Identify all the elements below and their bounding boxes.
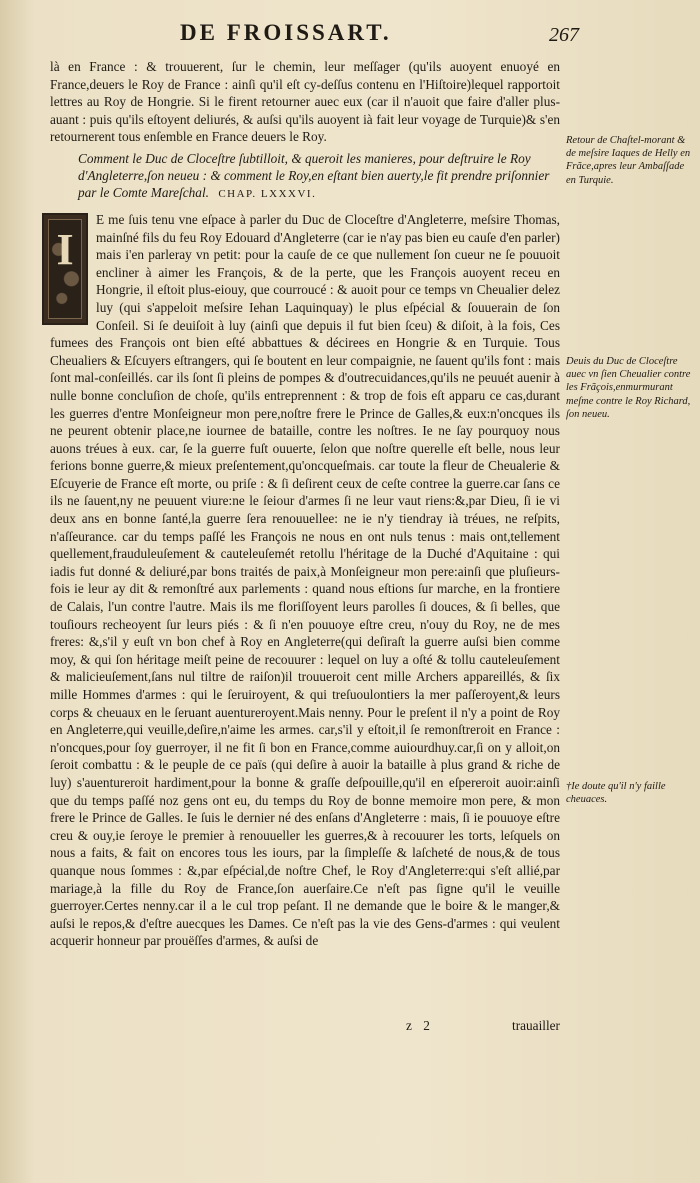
margin-note-doubt: †Ie doute qu'il n'y faille cheuaces. <box>566 781 666 806</box>
paragraph-main: E me ſuis tenu vne eſpace à parler du Duc de Cloceſtre d'Angleterre, meſsire Thomas, mainſné fils du feu Roy Edouard d'Angleterre (car ie n'ay pas bien eu cauſe d'en parler) mais i'en parleray vn petit: pour la cauſe de ce que nullement ſon cueur ne ſe pouuoit encliner à aimer les François, & de la perte, que les François auoyent receu en Hongrie, il eſtoit plus-eiouy, que courroucé : & auoit pour ce temps vn Cheualier delez luy (qui s'appeloit meſsire Iehan Laquinquay) le plus eſpécial & ſouuerain de ſon Conſeil. Si ſe deuiſoit à luy (ainſi que depuis il fut bien ſceu) & diſoit, à la fois, Ces fumees des François ont bien eſté abbattues & décirees en Hongrie & en Turquie. Tous Cheualiers & Eſcuyers eſtrangers, qui ſe boutent en leur compaignie, ne ſauent qu'ils font : mais ſont mal-conſeillés. car ils ſont ſi pleins de pompes & d'outrecuidances,qu'ils ne peuuét auenir à nulle bonne concluſion de choſe, qu'ils entreprennent : & trop de fois eſt apparu ce cas,durant les guerres d'entre Monſeigneur mon pere,noſtre frere le Prince de Galles,& eux:n'oncques ils ne peurent obtenir place,ne iournee de bataille, contre les noſtres. Ie ne ſay pourquoy nous auons tréues à eux. car, ſe la guerre fuſt ouuerte, ſelon que noſtre querelle eſt belle, nous leur ferions bonne guerre,& mieux preſentement,qu'oncqueſmais. car toute la fleur de Cheualerie & Eſcuyerie de France eſt morte, ou priſe : & ſi deſirent ceux de ceſte contree la guerre.car ſans ce ils ne ſauent,ny ne peuuent viure:ne le ſeiour d'armes ſi ne leur vaut riens:&,par Dieu, ſi ie vi deux ans en bonne ſanté,la guerre ſera renouuellee: ne ie n'y tiendray ià tréues, ne reſpits, n'aſſeurance. car du temps paſſé les François ne nous en ont nuls tenus : mais ont,tellement quellement,frauduleuſement & cauteleuſemét retollu l'héritage de la Duché d'Aquitaine : qui iadis fut donné & deliuré,par bons traités de paix,à Monſeigneur mon pere:ainſi que pluſieurs-fois ie leur ay dit & remonſtré aux parlements : quand nous eſtions ſur marche, en la frontiere de Calais, l'un contre l'autre. Mais ils me floriſſoyent leurs parolles ſi douces, & ſi belles, que touſiours recheoyent ſur leurs piés : & ſi n'en pouuoye eſtre creu, n'ouy du Roy, ne de mes freres: &,s'il y euſt vn bon chef à Roy en Angleterre(qui deſiraſt la guerre auſsi bien comme moy, & qui ſon héritage meiſt peine de recouurer : lequel on luy a oſté & tollu cauteleuſement & malicieuſement,ſans nul tiltre de raiſon)il trouueroit cent mille Archers appareillés, & ſix mille Hommes d'armes : qui le ſeruiroyent, & qui treſuoulontiers la mer paſſeroyent,& leurs corps & cheuaux en le ſeruant auentureroyent.Mais nenny. Pour le preſent il n'y a point de Roy en Angleterre,qui veuille,deſire,n'aime les armes. car,s'il y eſtoit,il ſe remonſtreroit en France : n'oncques,pour ſoy guerroyer, il ne fit ſi bon en France,comme auiourdhuy.car,ſi on y alloit,on ſeroit combattu : & le peuple de ce païs (qui deſire à auoir la bataille à plus grand & riche de luy) s'auentureroit hardiment,pour la bonne & graſſe deſpouille,qu'il en eſpereroit auoir:ainſi que du temps paſſé noz gens ont eu, du temps du Roy de bonne memoire mon pere, & mon frere le Prince de Galles. Ie ſuis le dernier né des enſans d'Angleterre : mais, ſi ie pouuoye eſtre creu & ouy,ie ſeroye le premier à renouueller les guerres,& à recouurer les torts, leſquels on nous a faits, & fait on encores tous les iours, par la ſimpleſſe & laſcheté de nous,& de tous quanque nous ſommes : &,par eſpécial,de noſtre Chef, le Roy d'Angleterre:qui s'eſt allié,par mariage,à la fille du Roy de France,ſon auerſaire.Ce n'eſt pas ſigne qu'il le veuille guerroyer.Certes nenny.car il a le cul trop peſant. Il ne demande que le boire & le manger,& auſsi le repos,& d'eſtre auecques les Dames. Ce n'eſt pas la vie des Gens-d'armes : qui veulent acquerir honneur par prouëſſes d'armes, & auſsi de <box>50 211 560 949</box>
chapter-number: CHAP. LXXXVI. <box>218 187 317 200</box>
margin-note-discourse: Deuis du Duc de Cloceſtre auec vn ſien Cheualier contre les Frãçois,enmurmurant meſme contre le Roy Richard, ſon neueu. <box>566 356 691 420</box>
page-footer <box>50 1018 560 1036</box>
initial-letter: I <box>56 224 74 274</box>
catchword: trauailler <box>512 1018 560 1033</box>
paragraph-opening: là en France : & trouuerent, ſur le chemin, leur meſſager (qu'ils auoyent enuoyé en France,deuers le Roy de France : ainſi qu'il eſt cy-deſſus contenu en l'Hiſtoire)lequel rapportoit lettres au Roy de Hongrie. Si le firent retourner auec eux (car il n'auoit que faire d'aller plus-auant : puis qu'ils eſtoyent deliurés, & auſsi qu'ils auoyent ià fait leur voyage de Turquie)& s'en retournerent tous enſemble en France deuers le Roy. <box>50 59 560 145</box>
margin-note-return: Retour de Chaſtel-morant & de meſsire Iaques de Helly en Frãce,apres leur Ambaſſade en Turquie. <box>566 135 691 186</box>
page-header <box>0 20 700 54</box>
running-title: DE FROISSART. <box>180 20 392 45</box>
chapter-heading <box>78 150 560 203</box>
page-number: 267 <box>549 24 579 46</box>
main-text-column <box>50 58 560 950</box>
decorated-initial <box>42 213 88 325</box>
signature-mark: z 2 <box>406 1018 434 1033</box>
chapter-heading-text: Comment le Duc de Cloceſtre ſubtilloit, & queroit les manieres, pour deſtruire le Roy d'Angleterre,ſon neueu : & comment le Roy,en eſtant bien auerty,le fit prendre priſonnier par le Comte Mareſchal. <box>78 150 550 200</box>
